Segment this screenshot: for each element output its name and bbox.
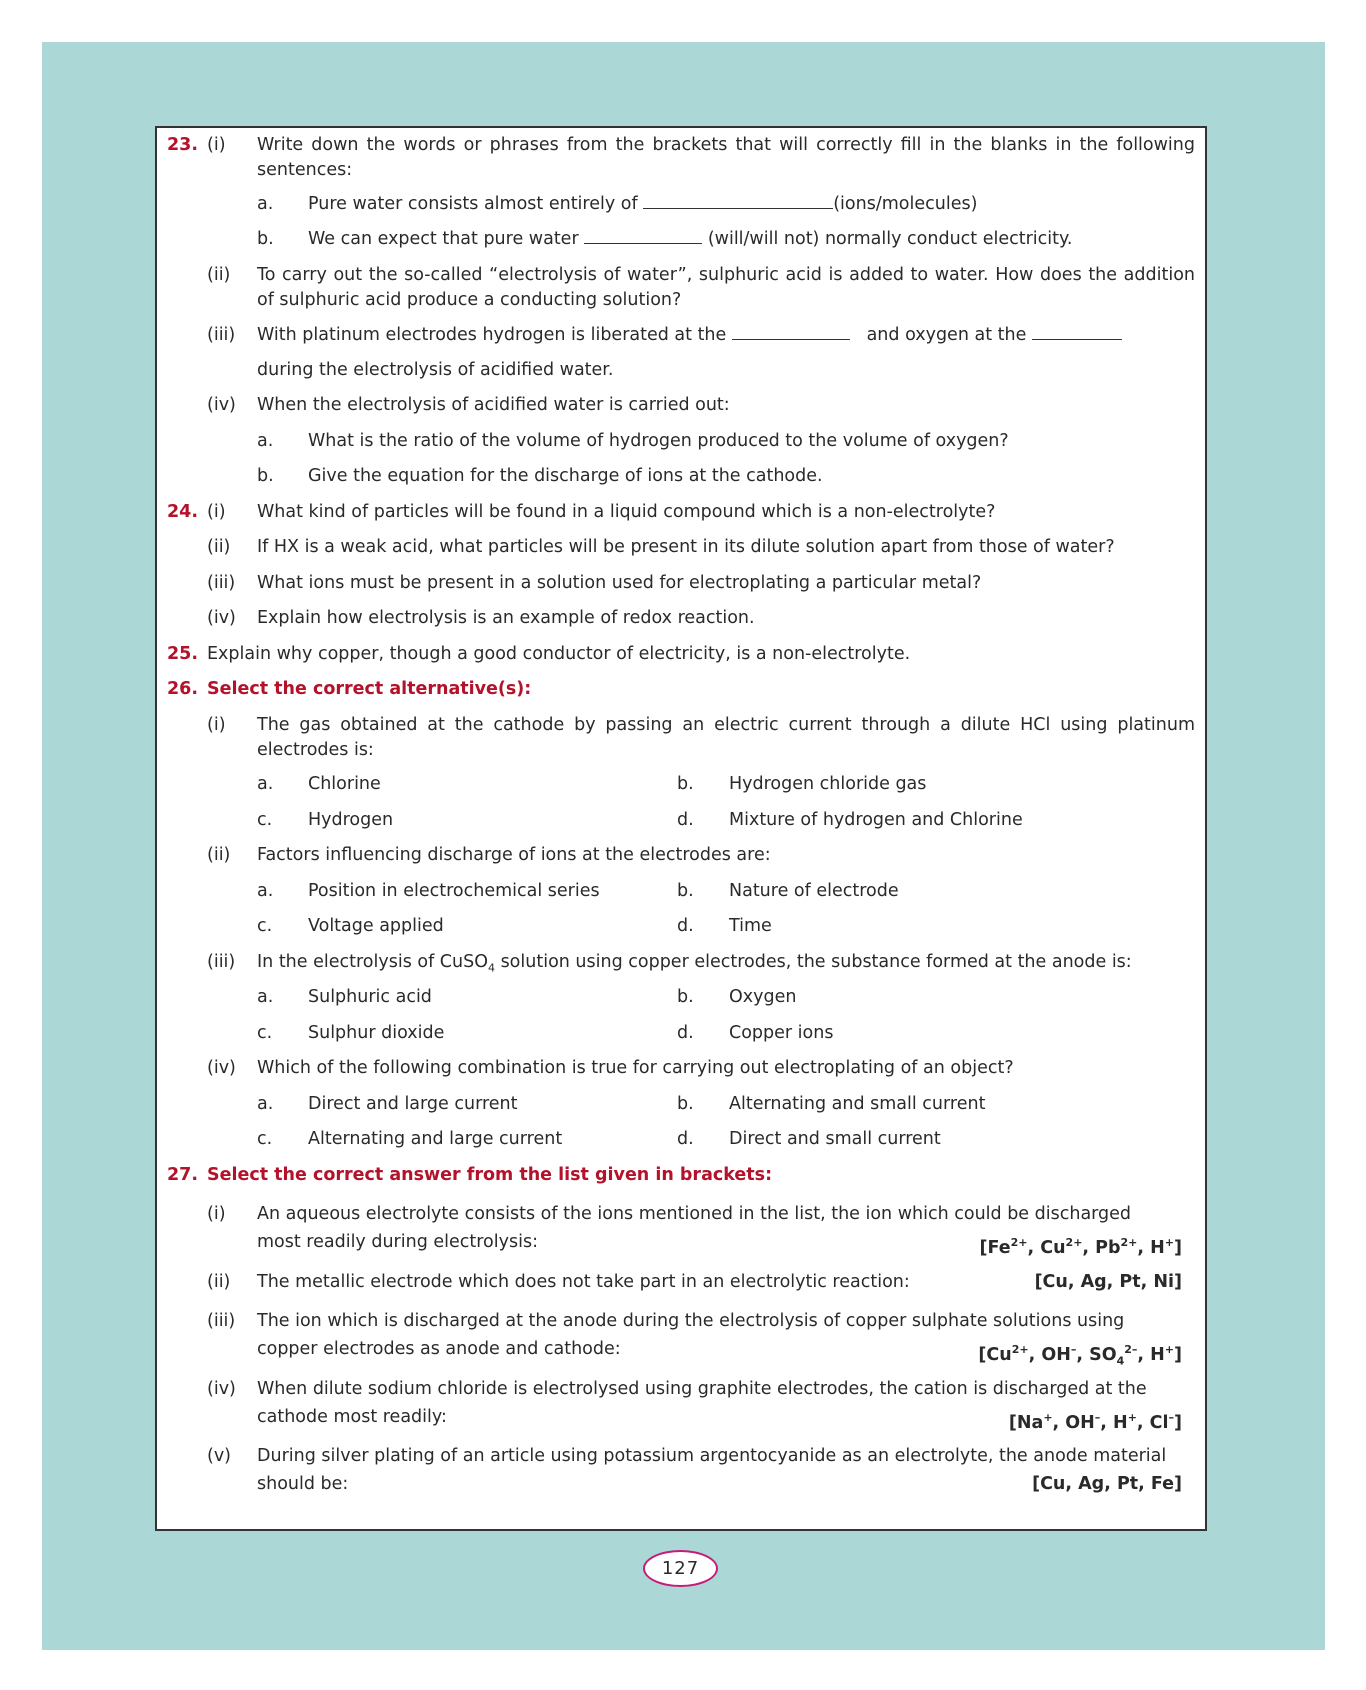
q26-iv-a-label: a.	[257, 1094, 274, 1114]
q23-iii-pre: With platinum electrodes hydrogen is liberated at the	[257, 325, 727, 345]
q23-i-a	[308, 192, 977, 217]
q27-i-line1: An aqueous electrolyte consists of the ions mentioned in the list, the ion which could be discharged	[257, 1204, 1132, 1224]
q26-ii-text: Factors influencing discharge of ions at the electrodes are:	[257, 845, 771, 865]
q26-iii-c-label: c.	[257, 1023, 273, 1043]
q27-iv-label: (iv)	[207, 1379, 236, 1399]
q27-ii-label: (ii)	[207, 1272, 231, 1292]
q27-title: Select the correct answer from the list given in brackets:	[207, 1165, 773, 1185]
q26-ii-a-label: a.	[257, 881, 274, 901]
q23-i-a-pre: Pure water consists almost entirely of	[308, 194, 638, 214]
q23-i-label: (i)	[207, 135, 226, 155]
q25-number: 25.	[167, 644, 199, 664]
q26-iii-d: Copper ions	[729, 1023, 834, 1043]
q23-iii	[257, 323, 1122, 348]
q25-text: Explain why copper, though a good conductor of electricity, is a non-electrolyte.	[207, 644, 911, 664]
q26-number: 26.	[167, 679, 199, 699]
q24-number: 24.	[167, 502, 199, 522]
q27-iii-line1: The ion which is discharged at the anode during the electrolysis of copper sulphate solutions using	[257, 1311, 1125, 1331]
q27-i-answer-list: [$Fe^{2+}$, $Cu^{2+}$, $Pb^{2+}$, H+]	[979, 1236, 1182, 1258]
q23-number: 23.	[167, 135, 199, 155]
q23-ii-label: (ii)	[207, 265, 231, 285]
blank	[643, 192, 833, 209]
q23-iii-cont: during the electrolysis of acidified water.	[257, 360, 614, 380]
q26-ii-c-label: c.	[257, 916, 273, 936]
q26-iii-d-label: d.	[677, 1023, 694, 1043]
q26-iv-c: Alternating and large current	[308, 1129, 563, 1149]
q23-i-b-label: b.	[257, 229, 274, 249]
q23-iv-a: What is the ratio of the volume of hydrogen produced to the volume of oxygen?	[308, 431, 1009, 451]
q23-i-a-label: a.	[257, 194, 274, 214]
q24-ii-text: If HX is a weak acid, what particles will be present in its dilute solution apart from those of water?	[257, 537, 1115, 557]
q27-ii-line1: The metallic electrode which does not take part in an electrolytic reaction:	[257, 1272, 910, 1292]
q26-iii-b-label: b.	[677, 987, 694, 1007]
q26-title: Select the correct alternative(s):	[207, 679, 532, 699]
q23-iv-b: Give the equation for the discharge of ions at the cathode.	[308, 466, 823, 486]
q26-iii-text	[257, 950, 1132, 981]
q23-ii-text: To carry out the so-called “electrolysis of water”, sulphuric acid is added to water. How does the addition of sulphuric acid produce a conducting solution?	[257, 265, 1195, 310]
q26-iv-d-label: d.	[677, 1129, 694, 1149]
q26-iv-b-label: b.	[677, 1094, 694, 1114]
q23-iv-a-label: a.	[257, 431, 274, 451]
q26-iii-label: (iii)	[207, 952, 236, 972]
q26-i-label: (i)	[207, 715, 226, 735]
q26-ii-b: Nature of electrode	[729, 881, 899, 901]
q24-iv-text: Explain how electrolysis is an example of redox reaction.	[257, 608, 755, 628]
q27-ii-answer-list: [Cu, Ag, Pt, Ni]	[1034, 1272, 1182, 1292]
q26-i-c-label: c.	[257, 810, 273, 830]
q23-i-b	[308, 227, 1072, 252]
q23-iv-label: (iv)	[207, 395, 236, 415]
q27-v-line1: During silver plating of an article using potassium argentocyanide as an electrolyte, the anode material	[257, 1446, 1167, 1466]
q26-i-d-label: d.	[677, 810, 694, 830]
q26-i-b-label: b.	[677, 774, 694, 794]
q26-ii-d: Time	[729, 916, 772, 936]
q26-i-a: Chlorine	[308, 774, 381, 794]
q26-iv-text: Which of the following combination is true for carrying out electroplating of an object?	[257, 1058, 1014, 1078]
q23-iii-mid: and oxygen at the	[866, 325, 1027, 345]
q24-iii-text: What ions must be present in a solution used for electroplating a particular metal?	[257, 573, 982, 593]
q26-ii-d-label: d.	[677, 916, 694, 936]
q27-i-line2: most readily during electrolysis:	[257, 1232, 538, 1252]
q24-i-text: What kind of particles will be found in a liquid compound which is a non-electrolyte?	[257, 502, 996, 522]
q26-ii-b-label: b.	[677, 881, 694, 901]
q26-iv-a: Direct and large current	[308, 1094, 518, 1114]
q26-iii-sub: 4	[488, 961, 495, 975]
q27-v-label: (v)	[207, 1446, 232, 1466]
q27-iii-answer-list: [$Cu^{2+}$, OH–, $SO_4^{2-}$, H+]	[978, 1343, 1182, 1368]
q23-iv-text: When the electrolysis of acidified water is carried out:	[257, 395, 730, 415]
q26-iv-label: (iv)	[207, 1058, 236, 1078]
blank	[1032, 323, 1122, 340]
q23-i-text: Write down the words or phrases from the brackets that will correctly fill in the blanks in the following sentences:	[257, 135, 1195, 180]
q24-i-label: (i)	[207, 502, 226, 522]
q27-v-answer-list: [Cu, Ag, Pt, Fe]	[1032, 1474, 1182, 1494]
q26-iv-b: Alternating and small current	[729, 1094, 986, 1114]
q26-i-b: Hydrogen chloride gas	[729, 774, 927, 794]
q26-ii-c: Voltage applied	[308, 916, 444, 936]
q27-v-line2: should be:	[257, 1474, 349, 1494]
blank	[732, 323, 850, 340]
q26-iii-post: solution using copper electrodes, the substance formed at the anode is:	[495, 952, 1132, 972]
q26-i-a-label: a.	[257, 774, 274, 794]
q27-iii-line2: copper electrodes as anode and cathode:	[257, 1339, 621, 1359]
q26-iii-a-label: a.	[257, 987, 274, 1007]
q23-i-b-pre: We can expect that pure water	[308, 229, 579, 249]
q23-i-a-post: (ions/molecules)	[833, 194, 978, 214]
q26-i-text: The gas obtained at the cathode by passing an electric current through a dilute HCl using platinum electrodes is:	[257, 715, 1195, 760]
q27-i-label: (i)	[207, 1204, 226, 1224]
page-number: 127	[643, 1550, 718, 1587]
q24-iv-label: (iv)	[207, 608, 236, 628]
q27-iv-line2: cathode most readily:	[257, 1407, 447, 1427]
blank	[584, 227, 702, 244]
q26-iii-a: Sulphuric acid	[308, 987, 432, 1007]
q27-iv-answer-list: [Na+, OH–, H+, Cl–]	[1008, 1411, 1182, 1433]
q26-iv-d: Direct and small current	[729, 1129, 941, 1149]
q26-i-c: Hydrogen	[308, 810, 394, 830]
q26-iv-c-label: c.	[257, 1129, 273, 1149]
q26-ii-a: Position in electrochemical series	[308, 881, 600, 901]
q27-iv-line1: When dilute sodium chloride is electrolysed using graphite electrodes, the cation is discharged at the	[257, 1379, 1147, 1399]
q26-i-d: Mixture of hydrogen and Chlorine	[729, 810, 1023, 830]
q26-iii-pre: In the electrolysis of CuSO	[257, 952, 488, 972]
q24-ii-label: (ii)	[207, 537, 231, 557]
q26-iii-c: Sulphur dioxide	[308, 1023, 445, 1043]
q23-iv-b-label: b.	[257, 466, 274, 486]
q27-iii-label: (iii)	[207, 1311, 236, 1331]
q26-iii-b: Oxygen	[729, 987, 797, 1007]
q24-iii-label: (iii)	[207, 573, 236, 593]
q23-iii-label: (iii)	[207, 325, 236, 345]
q27-number: 27.	[167, 1165, 199, 1185]
q26-ii-label: (ii)	[207, 845, 231, 865]
q23-i-b-post: (will/will not) normally conduct electricity.	[707, 229, 1073, 249]
